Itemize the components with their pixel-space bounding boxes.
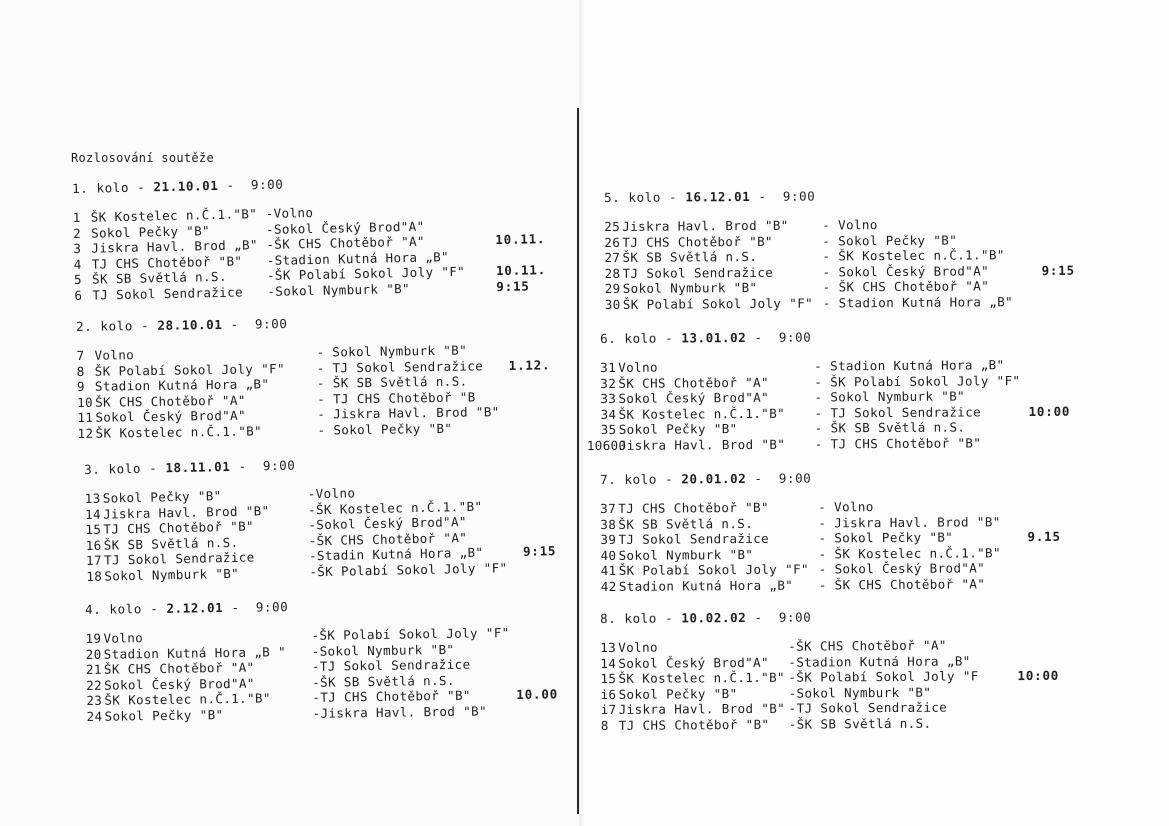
away-team: -ŠK Polabí Sokol Joly "F" <box>309 560 508 580</box>
round-label: 7. kolo <box>600 471 658 487</box>
match-number: 16 <box>85 537 102 553</box>
away-team: - Sokol Pečky "B" <box>822 232 958 249</box>
round-block <box>604 186 1075 313</box>
home-team: TJ CHS Chotěboř "B" <box>618 716 770 733</box>
home-team: Sokol Nymburk "B" <box>618 546 754 563</box>
match-number: 39 <box>600 532 617 548</box>
dash-separator: - <box>656 610 682 626</box>
match-number: 41 <box>600 563 617 579</box>
home-team: ŠK Polabí Sokol Joly "F" <box>618 561 809 579</box>
away-team: - Volno <box>818 499 874 515</box>
match-number: 25 <box>604 218 621 234</box>
home-team: TJ Sokol Sendražice <box>92 284 244 303</box>
match-number: 27 <box>604 250 621 266</box>
round-date: 21.10.01 <box>153 177 219 195</box>
home-team: Volno <box>618 639 658 655</box>
round-label: 1. kolo <box>72 179 130 196</box>
round-header <box>604 186 1074 207</box>
home-team: ŠK SB Světlá n.S. <box>103 534 239 553</box>
home-team: Sokol Nymburk "B" <box>104 565 240 584</box>
home-team: Stadion Kutná Hora „B " <box>103 643 287 662</box>
round-block <box>84 451 557 584</box>
home-team: ŠK Kostelec n.Č.1."B" <box>104 690 271 709</box>
match-note: 10.11. <box>495 231 546 248</box>
away-team: -Stadion Kutná Hora „B" <box>266 248 450 268</box>
round-block <box>600 607 1059 734</box>
match-number: 5 <box>73 272 83 288</box>
home-team: Stadion Kutná Hora „B" <box>94 376 270 394</box>
round-block <box>76 311 551 441</box>
dash-separator: - <box>746 329 779 345</box>
match-number: 19 <box>85 630 102 646</box>
dash-separator: - <box>140 460 166 476</box>
round-header <box>600 468 1060 489</box>
away-team: -TJ Sokol Sendražice <box>311 656 471 675</box>
away-team: - ŠK CHS Chotěboř "A" <box>818 576 986 593</box>
match-row <box>601 576 1061 595</box>
away-team: - Stadion Kutná Hora „B" <box>822 294 1014 311</box>
match-list <box>85 481 557 584</box>
match-number: 18 <box>86 568 103 584</box>
match-number: 28 <box>604 265 621 281</box>
match-list <box>600 498 1061 595</box>
match-number: 12 <box>77 425 94 441</box>
match-number: 24 <box>86 708 103 724</box>
match-list <box>586 357 1071 454</box>
match-number: 30 <box>604 296 621 312</box>
round-block <box>600 468 1061 595</box>
dash-separator: - <box>746 609 779 625</box>
match-note: 10:00 <box>1017 667 1060 684</box>
away-team: -ŠK CHS Chotěboř "A" <box>266 233 426 253</box>
round-date: 2.12.01 <box>166 600 224 616</box>
match-number: 8 <box>600 717 609 733</box>
round-block <box>72 170 546 303</box>
dash-separator: - <box>656 471 682 487</box>
match-list <box>73 200 547 303</box>
home-team: ŠK Kostelec n.Č.1."B" <box>95 423 263 441</box>
home-team: Sokol Český Brod"A" <box>618 390 770 407</box>
match-row <box>601 715 1060 734</box>
round-time: 9:00 <box>255 599 289 615</box>
match-number: 32 <box>600 375 617 391</box>
away-team: -Stadion Kutná Hora „B" <box>788 653 971 670</box>
away-team: -ŠK Polabí Sokol Joly "F" <box>266 264 466 284</box>
match-number: 10 <box>77 394 94 410</box>
round-date: 20.01.02 <box>681 470 747 487</box>
away-team: -ŠK Kostelec n.Č.1."B" <box>307 498 483 517</box>
away-team: -TJ Sokol Sendražice <box>788 699 948 717</box>
home-team: ŠK Kostelec n.Č.1."B" <box>618 669 785 687</box>
match-note: 10:00 <box>1028 403 1071 419</box>
match-number: 29 <box>604 281 621 297</box>
round-label: 2. kolo <box>76 318 134 334</box>
away-team: -Sokol Český Brod"A" <box>265 218 425 237</box>
home-team: TJ Sokol Sendražice <box>622 264 774 281</box>
home-team: TJ CHS Chotěboř "B" <box>91 253 243 272</box>
away-team: - ŠK CHS Chotěboř "A" <box>822 278 990 295</box>
round-time: 9:00 <box>262 457 296 474</box>
match-note: 10.00 <box>516 686 559 703</box>
round-header <box>600 607 1059 628</box>
match-note: 1.12. <box>508 356 551 373</box>
round-header <box>600 327 1070 348</box>
home-team: ŠK SB Světlá n.S. <box>622 249 758 266</box>
away-team: - ŠK Kostelec n.Č.1."B" <box>818 544 1001 562</box>
match-note: 9.15 <box>1027 528 1061 545</box>
home-team: ŠK SB Světlá n.S. <box>91 269 227 287</box>
match-number: 7 <box>76 347 85 363</box>
page-fold-line <box>577 108 579 814</box>
match-number: i6 <box>600 686 617 702</box>
round-date: 28.10.01 <box>157 316 223 333</box>
match-number: 20 <box>85 646 102 662</box>
match-number: 14 <box>600 655 617 671</box>
home-team: Volno <box>618 359 658 375</box>
home-team: TJ Sokol Sendražice <box>618 531 770 548</box>
dash-separator: - <box>128 179 154 195</box>
home-team: ŠK CHS Chotěboř "A" <box>618 374 770 391</box>
away-team: - ŠK Polabí Sokol Joly "F" <box>814 372 1021 390</box>
round-date: 13.01.02 <box>681 329 747 346</box>
match-number: 37 <box>600 500 617 516</box>
home-team: Jiskra Havl. Brod "B" <box>618 701 786 718</box>
match-number: 13 <box>84 490 101 506</box>
away-team: -Stadin Kutná Hora „B" <box>308 545 484 564</box>
home-team: Sokol Pečky "B" <box>618 685 738 702</box>
match-list <box>76 341 551 441</box>
dash-separator: - <box>230 458 264 474</box>
match-number: 13 <box>600 639 617 655</box>
home-team: Volno <box>103 630 144 646</box>
match-list <box>600 637 1059 734</box>
home-team: Jiskra Havl. Brod "B" <box>618 436 786 453</box>
away-team: - TJ CHS Chotěboř "B" <box>814 435 982 452</box>
home-team: ŠK SB Světlá n.S. <box>618 515 754 532</box>
home-team: Sokol Český Brod"A" <box>95 408 247 426</box>
away-team: -Sokol Nymburk "B" <box>311 641 455 659</box>
home-team: TJ CHS Chotěboř "B" <box>618 499 769 516</box>
away-team: - TJ Sokol Sendražice <box>814 404 982 421</box>
match-list <box>604 216 1075 313</box>
away-team: - Sokol Pečky "B" <box>818 529 954 546</box>
away-team: - Sokol Český Brod"A" <box>822 263 990 280</box>
match-number: 21 <box>85 661 102 678</box>
round-date: 10.02.02 <box>681 609 747 626</box>
away-team: - Sokol Pečky "B" <box>317 420 453 438</box>
home-team: Sokol Český Brod"A" <box>618 654 770 671</box>
dash-separator: - <box>141 600 167 617</box>
home-team: ŠK CHS Chotěboř "A" <box>103 659 255 677</box>
away-team: - TJ Sokol Sendražice <box>316 357 484 376</box>
home-team: Jiskra Havl. Brod "B" <box>622 217 789 234</box>
match-row <box>586 435 1071 454</box>
away-team: - Jiskra Havl. Brod "B" <box>818 513 1001 531</box>
match-number: 4 <box>73 256 82 272</box>
round-label: 5. kolo <box>604 189 662 205</box>
match-number: 31 <box>600 359 617 375</box>
match-number: 22 <box>86 677 103 693</box>
home-team: Stadion Kutná Hora „B" <box>618 577 794 594</box>
away-team: -Jiskra Havl. Brod "B" <box>312 703 488 721</box>
home-team: TJ CHS Chotěboř "B" <box>103 518 255 537</box>
match-number: 26 <box>604 234 621 250</box>
away-team: -ŠK SB Světlá n.S. <box>788 715 932 732</box>
away-team: - Jiskra Havl. Brod "B" <box>317 404 500 423</box>
round-date: 16.12.01 <box>685 188 751 205</box>
match-number: 34 <box>600 406 617 422</box>
round-time: 9:00 <box>778 329 812 345</box>
away-team: - Sokol Nymburk "B" <box>316 342 468 360</box>
match-number: 15 <box>85 521 102 538</box>
dash-separator: - <box>660 189 686 205</box>
away-team: -TJ CHS Chotěboř "B" <box>312 687 471 706</box>
round-time: 9:00 <box>778 609 812 625</box>
match-number: 23 <box>86 693 103 709</box>
match-note: 9:15 <box>1041 262 1075 278</box>
away-team: -ŠK CHS Chotěboř "A" <box>308 529 468 549</box>
away-team: - Sokol Nymburk "B" <box>814 388 966 405</box>
home-team: Sokol Nymburk "B" <box>622 280 758 297</box>
away-team: -Sokol Český Brod"A" <box>308 514 468 533</box>
home-team: Sokol Pečky "B" <box>102 488 222 506</box>
dash-separator: - <box>222 316 256 332</box>
home-team: TJ CHS Chotěboř "B" <box>622 233 774 250</box>
dash-separator: - <box>132 317 158 334</box>
round-label: 3. kolo <box>84 460 142 477</box>
away-team: -Sokol Nymburk "B" <box>267 280 411 299</box>
home-team: TJ Sokol Sendražice <box>103 549 255 568</box>
match-number: 10600 <box>586 437 627 454</box>
match-number: 1 <box>72 209 81 225</box>
away-team: - ŠK SB Světlá n.S. <box>814 419 966 436</box>
match-note: 10.11. <box>495 262 547 279</box>
round-label: 8. kolo <box>600 610 658 626</box>
match-number: 33 <box>600 391 617 407</box>
round-label: 6. kolo <box>600 330 658 346</box>
match-number: 3 <box>73 241 82 257</box>
match-list <box>85 624 558 724</box>
away-team: -ŠK Polabí Sokol Joly "F" <box>311 625 510 643</box>
match-number: 17 <box>85 553 103 569</box>
match-number: 35 <box>600 422 617 438</box>
home-team: ŠK Kostelec n.Č.1."B" <box>90 206 258 225</box>
away-team: -Sokol Nymburk "B" <box>788 684 932 701</box>
match-number: 6 <box>74 287 83 303</box>
away-team: -ŠK SB Světlá n.S. <box>312 672 455 690</box>
match-note: 9:15 <box>522 543 557 560</box>
match-number: 8 <box>76 363 85 379</box>
match-number: 2 <box>72 225 82 241</box>
dash-separator: - <box>746 470 779 486</box>
home-team: Sokol Pečky "B" <box>90 222 211 241</box>
match-number: 38 <box>600 516 617 532</box>
home-team: Volno <box>94 347 135 363</box>
away-team: - Stadion Kutná Hora „B" <box>814 357 1005 374</box>
home-team: Sokol Pečky "B" <box>104 707 224 724</box>
home-team: ŠK Polabí Sokol Joly "F" <box>622 295 814 312</box>
match-number: 42 <box>600 578 617 594</box>
match-number: 11 <box>77 410 94 426</box>
round-time: 9:00 <box>782 188 816 204</box>
round-block <box>85 594 558 724</box>
round-label: 4. kolo <box>85 601 143 617</box>
home-team: Sokol Pečky "B" <box>618 421 738 438</box>
dash-separator: - <box>218 177 252 193</box>
home-team: ŠK CHS Chotěboř "A" <box>95 392 246 410</box>
round-time: 9:00 <box>254 316 288 332</box>
away-team: -ŠK CHS Chotěboř "A" <box>788 637 947 654</box>
away-team: -Volno <box>265 204 314 221</box>
match-number: 9 <box>76 379 86 395</box>
match-number: 15 <box>600 671 617 687</box>
away-team: - TJ CHS Chotěboř "B <box>317 389 476 407</box>
match-note: 9:15 <box>496 278 530 295</box>
home-team: Jiskra Havl. Brod „B" <box>91 237 259 256</box>
round-time: 9:00 <box>250 176 284 193</box>
match-number: i7 <box>600 702 617 718</box>
away-team: - ŠK Kostelec n.Č.1."B" <box>822 247 1005 264</box>
home-team: ŠK Kostelec n.Č.1."B" <box>618 405 786 422</box>
round-block <box>586 327 1071 454</box>
match-number: 40 <box>600 547 617 563</box>
home-team: ŠK Polabí Sokol Joly "F" <box>94 360 286 379</box>
home-team: Jiskra Havl. Brod "B" <box>102 502 270 522</box>
home-team: Sokol Český Brod"A" <box>104 675 255 693</box>
match-number: 14 <box>84 506 102 522</box>
away-team: -ŠK Polabí Sokol Joly "F <box>788 668 979 685</box>
away-team: - Sokol Český Brod"A" <box>818 560 986 577</box>
dash-separator: - <box>223 599 256 616</box>
match-row <box>605 294 1075 313</box>
away-team: - ŠK SB Světlá n.S. <box>316 373 468 391</box>
round-date: 18.11.01 <box>165 458 231 476</box>
dash-separator: - <box>750 188 783 204</box>
round-time: 9:00 <box>778 470 812 486</box>
away-team: -Volno <box>307 485 356 502</box>
dash-separator: - <box>656 330 682 346</box>
page-fold-shadow <box>579 0 585 826</box>
document-title: Rozlosování soutěže <box>71 151 214 165</box>
away-team: - Volno <box>822 217 878 233</box>
